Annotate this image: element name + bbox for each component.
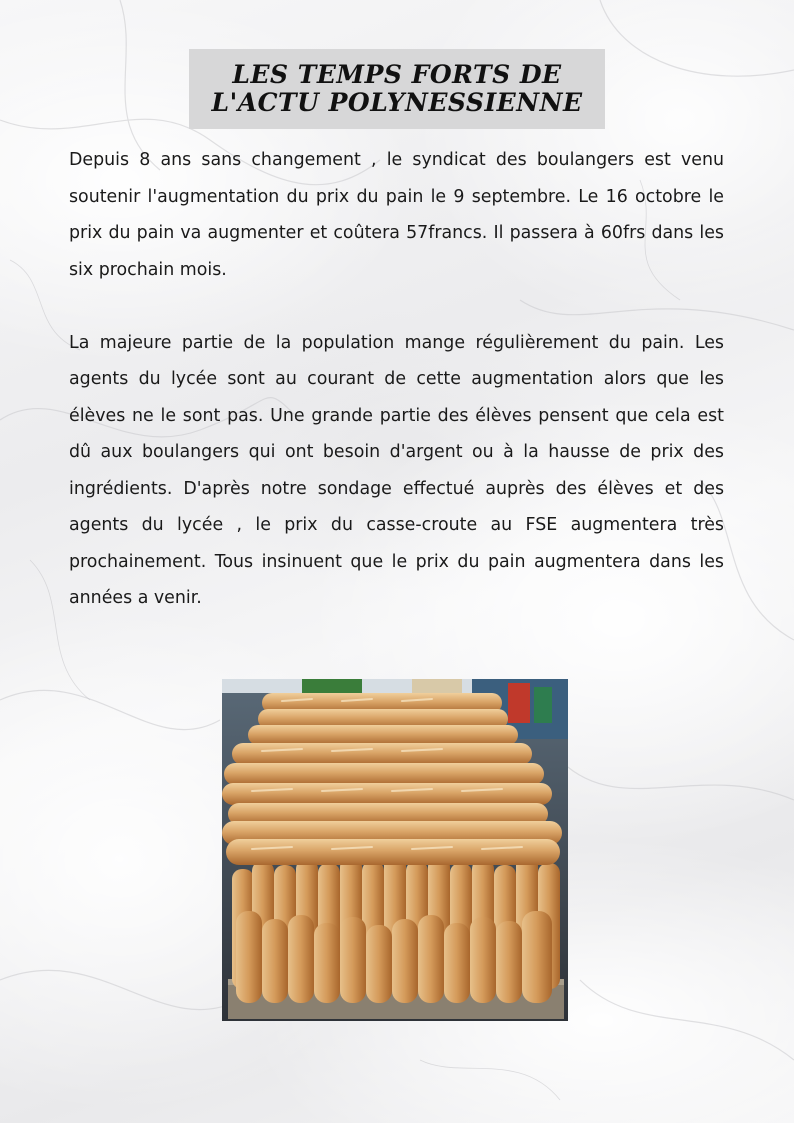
article-paragraph-1: Depuis 8 ans sans changement , le syndicat des boulangers est venu soutenir l'augmentation du prix du pain le 9 septembre. Le 16 octobre le prix du pain va augmenter et coûtera 57francs. Il passera à 60frs dans les six prochain mois.	[69, 150, 724, 280]
headline-line-2: L'ACTU POLYNESSIENNE	[211, 88, 583, 117]
headline-line-1: LES TEMPS FORTS DE	[232, 60, 562, 89]
baguette-bread-photo	[222, 679, 568, 1021]
headline-box	[189, 49, 605, 129]
article-body	[69, 142, 724, 653]
article-paragraph-2: La majeure partie de la population mange régulièrement du pain. Les agents du lycée sont au courant de cette augmentation alors que les élèves ne le sont pas. Une grande partie des élèves pensent que cela est dû aux boulangers qui ont besoin d'argent ou à la hausse de prix des ingrédients. D'après notre sondage effectué auprès des élèves et des agents du lycée , le prix du casse-croute au FSE augmentera très prochainement. Tous insinuent que le prix du pain augmentera dans les années a venir.	[69, 332, 724, 608]
